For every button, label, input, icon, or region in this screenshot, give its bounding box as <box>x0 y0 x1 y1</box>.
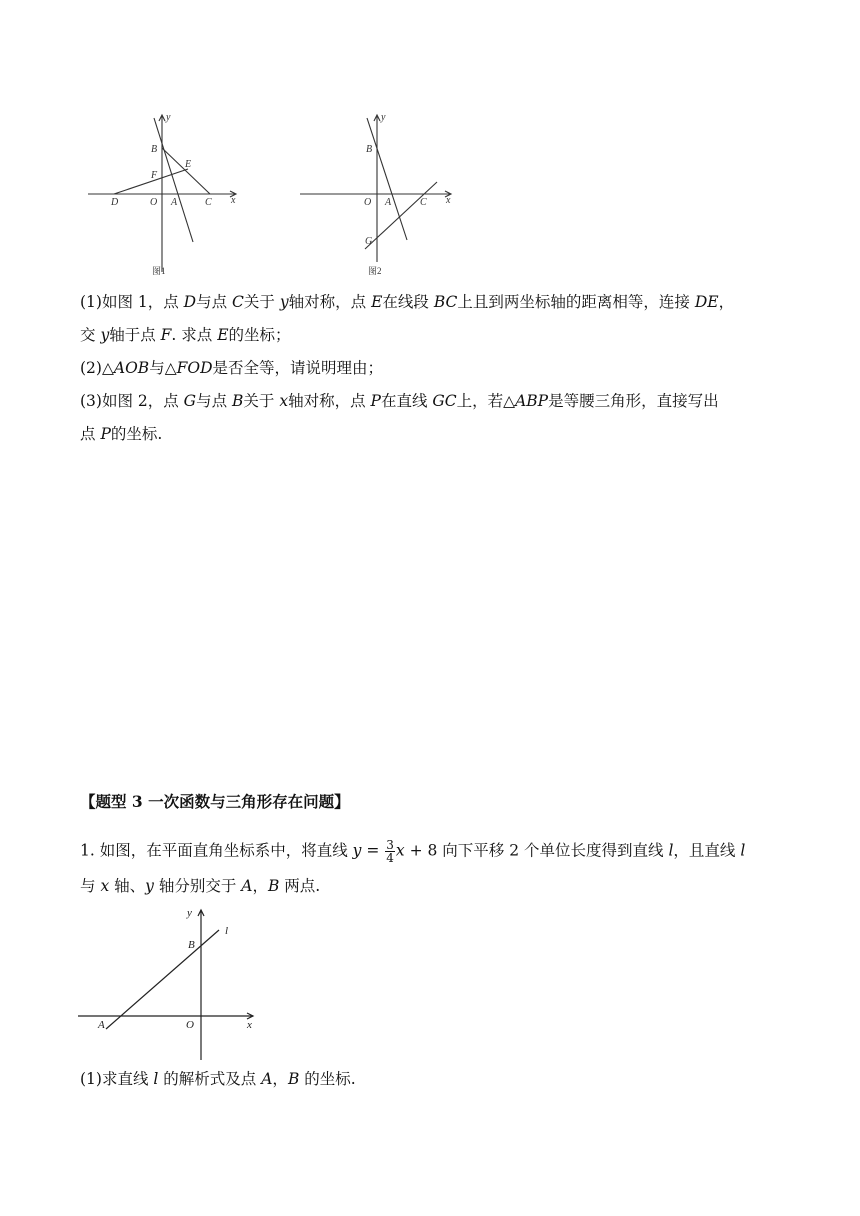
fig3-label-x: x <box>247 1019 252 1031</box>
text: 向下平移 2 个单位长度得到直线 <box>437 841 669 860</box>
text: 上且到两坐标轴的距离相等，连接 <box>457 293 695 311</box>
math-p: P <box>100 425 111 443</box>
fig2-caption: 图2 <box>368 266 382 276</box>
math-y: y <box>352 841 362 860</box>
text: (1)求直线 <box>80 1070 154 1088</box>
fig2-label-a: A <box>385 197 392 208</box>
math-l: l <box>740 841 746 860</box>
text: ， <box>252 877 268 895</box>
line-g-c <box>365 182 437 249</box>
math-c: C <box>232 293 244 311</box>
fig3-label-o: O <box>186 1019 194 1031</box>
math-gc: GC <box>432 392 457 410</box>
fig1-label-e: E <box>185 159 192 170</box>
fig1-label-a: A <box>171 197 178 208</box>
math-x: x <box>100 877 110 895</box>
math-aob: AOB <box>113 359 150 377</box>
text: 是等腰三角形，直接写出 <box>548 392 719 410</box>
text: 轴于点 <box>109 326 161 344</box>
fig2-label-g: G <box>365 236 373 247</box>
math-l: l <box>668 841 674 860</box>
text: 上，若△ <box>456 392 516 410</box>
math-y: y <box>145 877 154 895</box>
math-b: B <box>267 877 280 895</box>
text: 与 <box>80 877 101 895</box>
fig3-label-b: B <box>188 939 195 951</box>
text: 关于 <box>243 392 280 410</box>
fig1-label-b: B <box>151 144 158 155</box>
line-through-b-a <box>154 118 193 242</box>
text: 两点. <box>279 877 321 895</box>
figure-3 <box>75 900 275 1065</box>
math-y: y <box>279 293 289 311</box>
text: 轴、 <box>109 877 146 895</box>
text: (1)如图 1，点 <box>80 293 184 311</box>
text: ，且直线 <box>673 841 741 860</box>
fig3-label-a: A <box>98 1019 105 1031</box>
text: 的解析式及点 <box>158 1070 262 1088</box>
fig1-label-y: y <box>166 112 171 123</box>
math-g: G <box>183 392 197 410</box>
section-heading: 【题型 3 一次函数与三角形存在问题】 <box>80 792 350 811</box>
text: 1. 如图，在平面直角坐标系中，将直线 <box>80 841 353 860</box>
fig1-label-c: C <box>205 197 212 208</box>
fig2-label-y: y <box>381 112 386 123</box>
math-bc: BC <box>433 293 458 311</box>
fig1-label-x: x <box>231 195 236 206</box>
fig1-label-f: F <box>151 170 158 181</box>
question-3-line-2 <box>80 424 162 444</box>
figure-1 <box>80 110 250 280</box>
text: 是否全等，请说明理由； <box>212 359 384 377</box>
text: 轴分别交于 <box>153 877 242 895</box>
text: 与点 <box>196 392 232 410</box>
math-d: D <box>183 293 197 311</box>
math-y: y <box>100 326 110 344</box>
text: 关于 <box>243 293 280 311</box>
text: 轴对称，点 <box>288 392 371 410</box>
text: 在直线 <box>380 392 433 410</box>
fig1-caption: 图1 <box>152 266 166 276</box>
math-x: x <box>395 841 405 860</box>
question-3-line-1 <box>80 391 719 411</box>
fraction-denominator: 4 <box>386 851 394 865</box>
fig3-label-y: y <box>187 907 192 919</box>
fig1-label-o: O <box>150 197 158 208</box>
text: 轴对称，点 <box>288 293 372 311</box>
sub-question-1 <box>80 1069 356 1089</box>
question-1-line-1 <box>80 292 734 312</box>
text: 交 <box>80 326 101 344</box>
math-f: F <box>160 326 172 344</box>
text: . 求点 <box>171 326 218 344</box>
text: 的坐标. <box>299 1070 356 1088</box>
math-a: A <box>261 1070 273 1088</box>
text: 点 <box>80 425 101 443</box>
math-e: E <box>371 293 383 311</box>
fig3-label-l: l <box>225 925 229 937</box>
fig2-label-c: C <box>420 197 427 208</box>
math-p: P <box>370 392 381 410</box>
segment-b-c <box>162 148 210 194</box>
text: 与点 <box>196 293 233 311</box>
text: 的坐标； <box>228 326 291 344</box>
math-a: A <box>241 877 253 895</box>
text: 的坐标. <box>110 425 163 443</box>
text: 与△ <box>149 359 177 377</box>
math-x: x <box>279 392 289 410</box>
question-2 <box>80 358 383 378</box>
line-l <box>106 930 219 1029</box>
math-b: B <box>232 392 244 410</box>
math-de: DE <box>694 293 719 311</box>
problem-1-line-2 <box>80 876 320 896</box>
problem-1-line-1 <box>80 839 745 864</box>
text: = <box>361 841 385 860</box>
math-l: l <box>153 1070 159 1088</box>
math-b: B <box>287 1070 300 1088</box>
text: ， <box>272 1070 288 1088</box>
math-e: E <box>217 326 229 344</box>
text: (2)△ <box>80 359 114 377</box>
question-1-line-2 <box>80 325 291 345</box>
math-abp: ABP <box>515 392 549 410</box>
text: (3)如图 2，点 <box>80 392 184 410</box>
figure-2 <box>295 110 465 280</box>
text: 在线段 <box>382 293 434 311</box>
fig2-label-o: O <box>364 197 372 208</box>
fig2-label-x: x <box>446 195 451 206</box>
fig2-label-b: B <box>366 144 373 155</box>
fraction-three-quarters <box>385 839 395 864</box>
text: ， <box>718 293 735 311</box>
line-through-b-a <box>367 118 407 240</box>
fig1-label-d: D <box>111 197 119 208</box>
text: + 8 <box>404 841 438 860</box>
fraction-numerator: 3 <box>386 838 394 852</box>
math-fod: FOD <box>176 359 213 377</box>
